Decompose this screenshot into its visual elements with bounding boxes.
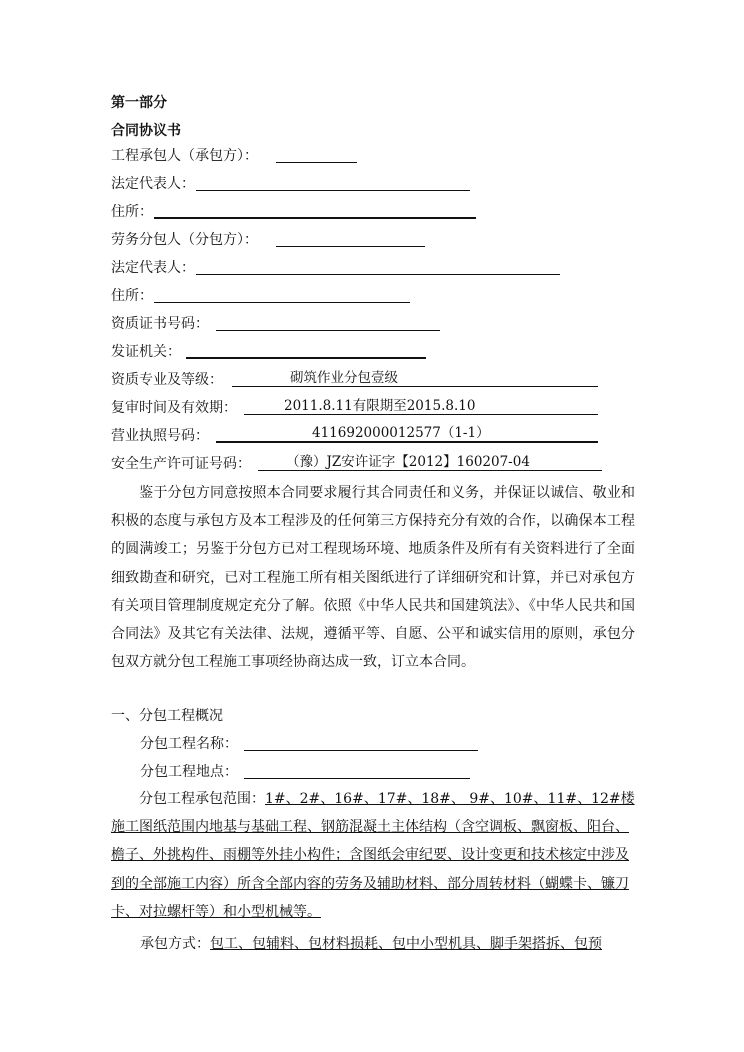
field-label: 住所：: [111, 288, 153, 304]
safety-permit-value: （豫）JZ安许证字【2012】160207-04: [286, 454, 530, 470]
field-label: 法定代表人：: [111, 260, 195, 276]
sub-location-blank: [244, 762, 470, 779]
field-label: 法定代表人：: [111, 176, 195, 192]
review-validity-blank: [244, 398, 598, 415]
contractor-blank: [276, 146, 357, 163]
field-label: 发证机关：: [111, 344, 181, 360]
sub-scope-label: 分包工程承包范围：: [139, 791, 265, 807]
sub-name-blank: [244, 734, 478, 751]
sub-name-label: 分包工程名称：: [140, 736, 238, 752]
address-2-blank: [154, 286, 410, 303]
field-label: 住所：: [111, 204, 153, 220]
part-title: 第一部分: [111, 95, 167, 111]
field-label: 安全生产许可证号码：: [111, 456, 251, 472]
cert-number-blank: [216, 314, 440, 331]
field-subcontractor: [111, 230, 258, 250]
field-label: 复审时间及有效期：: [111, 400, 237, 416]
contract-method-label: 承包方式：: [140, 936, 210, 952]
review-validity-value: 2011.8.11有限期至2015.8.10: [284, 398, 476, 414]
safety-permit-blank: [258, 454, 602, 471]
field-business-license: [111, 426, 209, 446]
preamble-text: 鉴于分包方同意按照本合同要求履行其合同责任和义务，并保证以诚信、敬业和积极的态度与承包方及本工程涉及的任何第三方保持充分有效的合作，以确保本工程的圆满竣工；另鉴于分包方已对工程现场环境、地质条件及所有有关资料进行了全面细致勘查和研究，已对工程施工所有相关图纸进行了详细研究和计算，并已对承包方有关项目管理制度规定充分了解。依照《中华人民共和国建筑法》、《中华人民共和国合同法》及其它有关法律、法规，遵循平等、自愿、公平和诚实信用的原则，承包分包双方就分包工程施工事项经协商达成一致，订立本合同。: [111, 485, 635, 671]
legal-rep-2-blank: [196, 258, 560, 275]
field-label: 资质证书号码：: [111, 316, 209, 332]
field-label: 工程承包人（承包方）：: [111, 148, 258, 164]
business-license-value: 411692000012577（1-1）: [312, 425, 490, 441]
contract-method-line: [140, 934, 602, 954]
field-qualification: [111, 370, 223, 390]
subcontractor-blank: [276, 230, 425, 247]
section-1-title: 一、分包工程概况: [111, 708, 223, 724]
field-safety-permit: [111, 454, 251, 474]
field-issuing-authority: [111, 342, 181, 362]
business-license-blank: [216, 425, 598, 443]
field-cert-number: [111, 314, 209, 334]
field-label: 资质专业及等级：: [111, 372, 223, 388]
sub-scope-value: 1#、2#、16#、17#、18#、 9#、10#、11#、12#楼施工图纸范围内地基与基础工程、钢筋混凝土主体结构（含空调板、飘窗板、阳台、檐子、外挑构件、雨棚等外挂小构件；含图纸会审纪要、设计变更和技术核定中涉及到的全部施工内容）所含全部内容的劳务及辅助材料、部分周转材料（蝴蝶卡、镰刀卡、对拉螺杆等）和小型机械等。: [111, 791, 635, 920]
preamble-paragraph: [111, 479, 635, 676]
field-address-2: [111, 286, 153, 306]
legal-rep-1-blank: [196, 174, 470, 191]
field-legal-rep-1: [111, 174, 195, 194]
doc-title: 合同协议书: [111, 123, 181, 139]
field-contractor: [111, 146, 258, 166]
issuing-authority-blank: [186, 341, 426, 359]
qualification-value: 砌筑作业分包壹级: [290, 370, 398, 386]
sub-scope-paragraph: [111, 785, 639, 926]
field-legal-rep-2: [111, 258, 195, 278]
field-label: 营业执照号码：: [111, 428, 209, 444]
field-label: 劳务分包人（分包方）：: [111, 232, 258, 248]
field-address-1: [111, 202, 153, 222]
address-1-blank: [154, 201, 476, 219]
field-review-validity: [111, 398, 237, 418]
qualification-blank: [232, 370, 598, 387]
contract-method-value: 包工、包辅料、包材料损耗、包中小型机具、脚手架搭拆、包预: [210, 936, 602, 952]
sub-location-label: 分包工程地点：: [140, 764, 238, 780]
